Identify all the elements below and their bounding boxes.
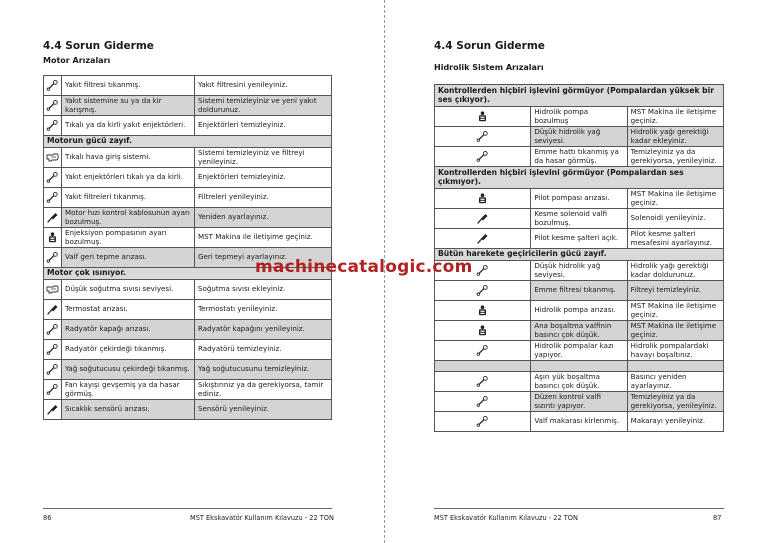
table-row [435, 301, 724, 321]
table-row [44, 380, 332, 400]
problem-cell: Emme hattı tıkanmış ya da hasar görmüş. [531, 147, 627, 167]
right-footer-rule [434, 508, 724, 509]
table-row [44, 280, 332, 300]
solution-cell: Enjektörleri temizleyiniz. [195, 116, 332, 136]
problem-cell: Radyatör çekirdeği tıkanmış. [62, 340, 195, 360]
blank-row [435, 361, 724, 372]
solution-cell: Sıkıştırınız ya da gerekiyorsa, tamir ediniz. [195, 380, 332, 400]
section-header-text: Kontrollerden hiçbiri işlevini görmüyor (Pompalardan yüksek bir ses çıkıyor). [435, 85, 724, 107]
icon-cell [435, 301, 531, 321]
icon-cell [435, 127, 531, 147]
icon-cell [435, 372, 531, 392]
solution-cell: Termostatı yenileyiniz. [195, 300, 332, 320]
table-row [435, 392, 724, 412]
section-header-text: Bütün harekete geçiricilerin gücü zayıf. [435, 249, 724, 261]
solution-cell: Basıncı yeniden ayarlayınız. [627, 372, 723, 392]
wrench-icon [476, 131, 489, 142]
solution-cell: Radyatörü temizleyiniz. [195, 340, 332, 360]
table-row [44, 320, 332, 340]
wrench-icon [476, 151, 489, 162]
left-subtitle: Motor Arızaları [43, 56, 111, 65]
problem-cell: Düşük soğutma sıvısı seviyesi. [62, 280, 195, 300]
section-header-row [435, 167, 724, 189]
wrench-icon [46, 192, 59, 203]
solution-cell: MST Makina ile iletişime geçiniz. [627, 321, 723, 341]
solution-cell: Filtreyi temizleyiniz. [627, 281, 723, 301]
left-troubleshooting-table [43, 75, 332, 420]
problem-cell: Yakıt filtresi tıkanmış. [62, 76, 195, 96]
problem-cell: Emme filtresi tıkanmış. [531, 281, 627, 301]
person-icon [46, 232, 59, 243]
solution-cell: Temizleyiniz ya da gerekiyorsa, yenileyiniz. [627, 392, 723, 412]
problem-cell: Sıcaklık sensörü arızası. [62, 400, 195, 420]
problem-cell: Tıkalı hava giriş sistemi. [62, 148, 195, 168]
solution-cell: MST Makina ile iletişime geçiniz. [627, 107, 723, 127]
table-row [44, 208, 332, 228]
icon-cell [435, 229, 531, 249]
icon-cell [44, 228, 62, 248]
problem-cell: Düzen kontrol valfi sızıntı yapıyor. [531, 392, 627, 412]
table-row [435, 127, 724, 147]
solution-cell: Makarayı yenileyiniz. [627, 412, 723, 432]
screwdriver-icon [476, 213, 489, 224]
wrench-icon [46, 252, 59, 263]
table-row [44, 76, 332, 96]
section-header-row [435, 85, 724, 107]
icon-cell [44, 340, 62, 360]
wrench-icon [46, 80, 59, 91]
icon-cell [44, 248, 62, 268]
wrench-icon [46, 344, 59, 355]
wrench-icon [476, 376, 489, 387]
table-row [435, 412, 724, 432]
icon-cell [44, 76, 62, 96]
table-row [44, 96, 332, 116]
solution-cell: MST Makina ile iletişime geçiniz. [195, 228, 332, 248]
problem-cell: Pilot pompası arızası. [531, 189, 627, 209]
icon-cell [435, 392, 531, 412]
section-header-text: Motorun gücü zayıf. [44, 136, 332, 148]
right-section-title: 4.4 Sorun Giderme [434, 40, 545, 52]
wrench-icon [46, 100, 59, 111]
problem-cell: Valf geri tepme arızası. [62, 248, 195, 268]
icon-cell [435, 321, 531, 341]
problem-cell: Yakıt enjektörleri tıkalı ya da kirli. [62, 168, 195, 188]
table-row [435, 209, 724, 229]
table-row [435, 372, 724, 392]
problem-cell: Yağ soğutucusu çekirdeği tıkanmış. [62, 360, 195, 380]
solution-cell: Soğutma sıvısı ekleyiniz. [195, 280, 332, 300]
wrench-icon [476, 345, 489, 356]
table-row [435, 147, 724, 167]
icon-cell [44, 208, 62, 228]
problem-cell: Radyatör kapağı arızası. [62, 320, 195, 340]
icon-cell [44, 300, 62, 320]
icon-cell [44, 148, 62, 168]
problem-cell: Düşük hidrolik yağ seviyesi. [531, 127, 627, 147]
table-row [435, 229, 724, 249]
left-footer-rule [43, 508, 332, 509]
hand-icon [46, 284, 59, 295]
problem-cell: Ana boşaltma valfinin basıncı çok düşük. [531, 321, 627, 341]
solution-cell: Yeniden ayarlayınız. [195, 208, 332, 228]
solution-cell: Hidrolik pompalardaki havayı boşaltınız. [627, 341, 723, 361]
wrench-icon [476, 285, 489, 296]
blank-cell [531, 361, 627, 372]
screwdriver-icon [476, 233, 489, 244]
solution-cell: Hidrolik yağı gerektiği kadar ekleyiniz. [627, 127, 723, 147]
section-header-row [44, 136, 332, 148]
person-icon [476, 325, 489, 336]
table-row [44, 400, 332, 420]
person-icon [476, 111, 489, 122]
problem-cell: Hidrolik pompa arızası. [531, 301, 627, 321]
right-subtitle: Hidrolik Sistem Arızaları [434, 63, 544, 72]
table-row [435, 321, 724, 341]
icon-cell [435, 107, 531, 127]
icon-cell [44, 188, 62, 208]
solution-cell: Sistemi temizleyiniz ve filtreyi yenileyiniz. [195, 148, 332, 168]
wrench-icon [476, 416, 489, 427]
wrench-icon [46, 364, 59, 375]
problem-cell: Termostat arızası. [62, 300, 195, 320]
table-row [44, 340, 332, 360]
hand-icon [46, 152, 59, 163]
table-row [44, 228, 332, 248]
blank-cell [435, 361, 531, 372]
problem-cell: Hidrolik pompa bozulmuş [531, 107, 627, 127]
icon-cell [44, 116, 62, 136]
icon-cell [435, 209, 531, 229]
icon-cell [44, 168, 62, 188]
table-row [435, 281, 724, 301]
solution-cell: Radyatör kapağını yenileyiniz. [195, 320, 332, 340]
left-section-title: 4.4 Sorun Giderme [43, 40, 154, 52]
solution-cell: Geri tepmeyi ayarlayınız. [195, 248, 332, 268]
problem-cell: Fan kayışı gevşemiş ya da hasar görmüş. [62, 380, 195, 400]
left-page-number: 86 [43, 514, 52, 522]
icon-cell [44, 320, 62, 340]
section-header-row [435, 249, 724, 261]
icon-cell [44, 380, 62, 400]
table-row [44, 300, 332, 320]
solution-cell: Solenoidi yenileyiniz. [627, 209, 723, 229]
problem-cell: Kesme solenoid valfi bozulmuş. [531, 209, 627, 229]
blank-cell [627, 361, 723, 372]
wrench-icon [46, 120, 59, 131]
icon-cell [44, 96, 62, 116]
problem-cell: Yakıt sistemine su ya da kir karışmış. [62, 96, 195, 116]
icon-cell [44, 400, 62, 420]
watermark: machinecatalogic.com [255, 257, 473, 277]
solution-cell: Sistemi temizleyiniz ve yeni yakıt doldurunuz. [195, 96, 332, 116]
icon-cell [435, 412, 531, 432]
table-row [44, 360, 332, 380]
section-header-text: Kontrollerden hiçbiri işlevini görmüyor (Pompalardan ses çıkmıyor). [435, 167, 724, 189]
screwdriver-icon [46, 304, 59, 315]
solution-cell: Hidrolik yağı gerektiği kadar doldurunuz. [627, 261, 723, 281]
problem-cell: Valf makarası kirlenmiş. [531, 412, 627, 432]
section-header-text: Motor çok ısınıyor. [44, 268, 332, 280]
right-footer-text: MST Ekskavatör Kullanım Kılavuzu - 22 TON [434, 514, 578, 522]
icon-cell [435, 281, 531, 301]
table-row [435, 107, 724, 127]
problem-cell: Düşük hidrolik yağ seviyesi. [531, 261, 627, 281]
problem-cell: Aşırı yük boşaltma basıncı çok düşük. [531, 372, 627, 392]
problem-cell: Hidrolik pompalar kazı yapıyor. [531, 341, 627, 361]
table-row [44, 116, 332, 136]
solution-cell: MST Makina ile iletişime geçiniz. [627, 189, 723, 209]
wrench-icon [46, 384, 59, 395]
solution-cell: Temizleyiniz ya da gerekiyorsa, yenileyiniz. [627, 147, 723, 167]
icon-cell [44, 280, 62, 300]
wrench-icon [476, 396, 489, 407]
solution-cell: Pilot kesme şalteri mesafesini ayarlayınız. [627, 229, 723, 249]
person-icon [476, 193, 489, 204]
solution-cell: Filtreleri yenileyiniz. [195, 188, 332, 208]
right-page-number: 87 [713, 514, 722, 522]
wrench-icon [46, 172, 59, 183]
problem-cell: Pilot kesme şalteri açık. [531, 229, 627, 249]
left-footer-text: MST Ekskavatör Kullanım Kılavuzu - 22 TON [190, 514, 334, 522]
right-troubleshooting-table [434, 84, 724, 432]
solution-cell: Sensörü yenileyiniz. [195, 400, 332, 420]
problem-cell: Yakıt filtreleri tıkanmış. [62, 188, 195, 208]
icon-cell [435, 341, 531, 361]
screwdriver-icon [46, 212, 59, 223]
solution-cell: Yağ soğutucusunu temizleyiniz. [195, 360, 332, 380]
screwdriver-icon [46, 404, 59, 415]
table-row [44, 188, 332, 208]
table-row [435, 261, 724, 281]
table-row [44, 148, 332, 168]
person-icon [476, 305, 489, 316]
problem-cell: Motor hızı kontrol kablosunun ayarı bozulmuş. [62, 208, 195, 228]
icon-cell [435, 147, 531, 167]
solution-cell: MST Makina ile iletişime geçiniz. [627, 301, 723, 321]
problem-cell: Tıkalı ya da kirli yakıt enjektörleri. [62, 116, 195, 136]
solution-cell: Enjektörleri temizleyiniz. [195, 168, 332, 188]
icon-cell [435, 189, 531, 209]
wrench-icon [476, 265, 489, 276]
wrench-icon [46, 324, 59, 335]
solution-cell: Yakıt filtresini yenileyiniz. [195, 76, 332, 96]
table-row [435, 341, 724, 361]
table-row [44, 168, 332, 188]
problem-cell: Enjeksiyon pompasının ayarı bozulmuş. [62, 228, 195, 248]
icon-cell [44, 360, 62, 380]
table-row [435, 189, 724, 209]
